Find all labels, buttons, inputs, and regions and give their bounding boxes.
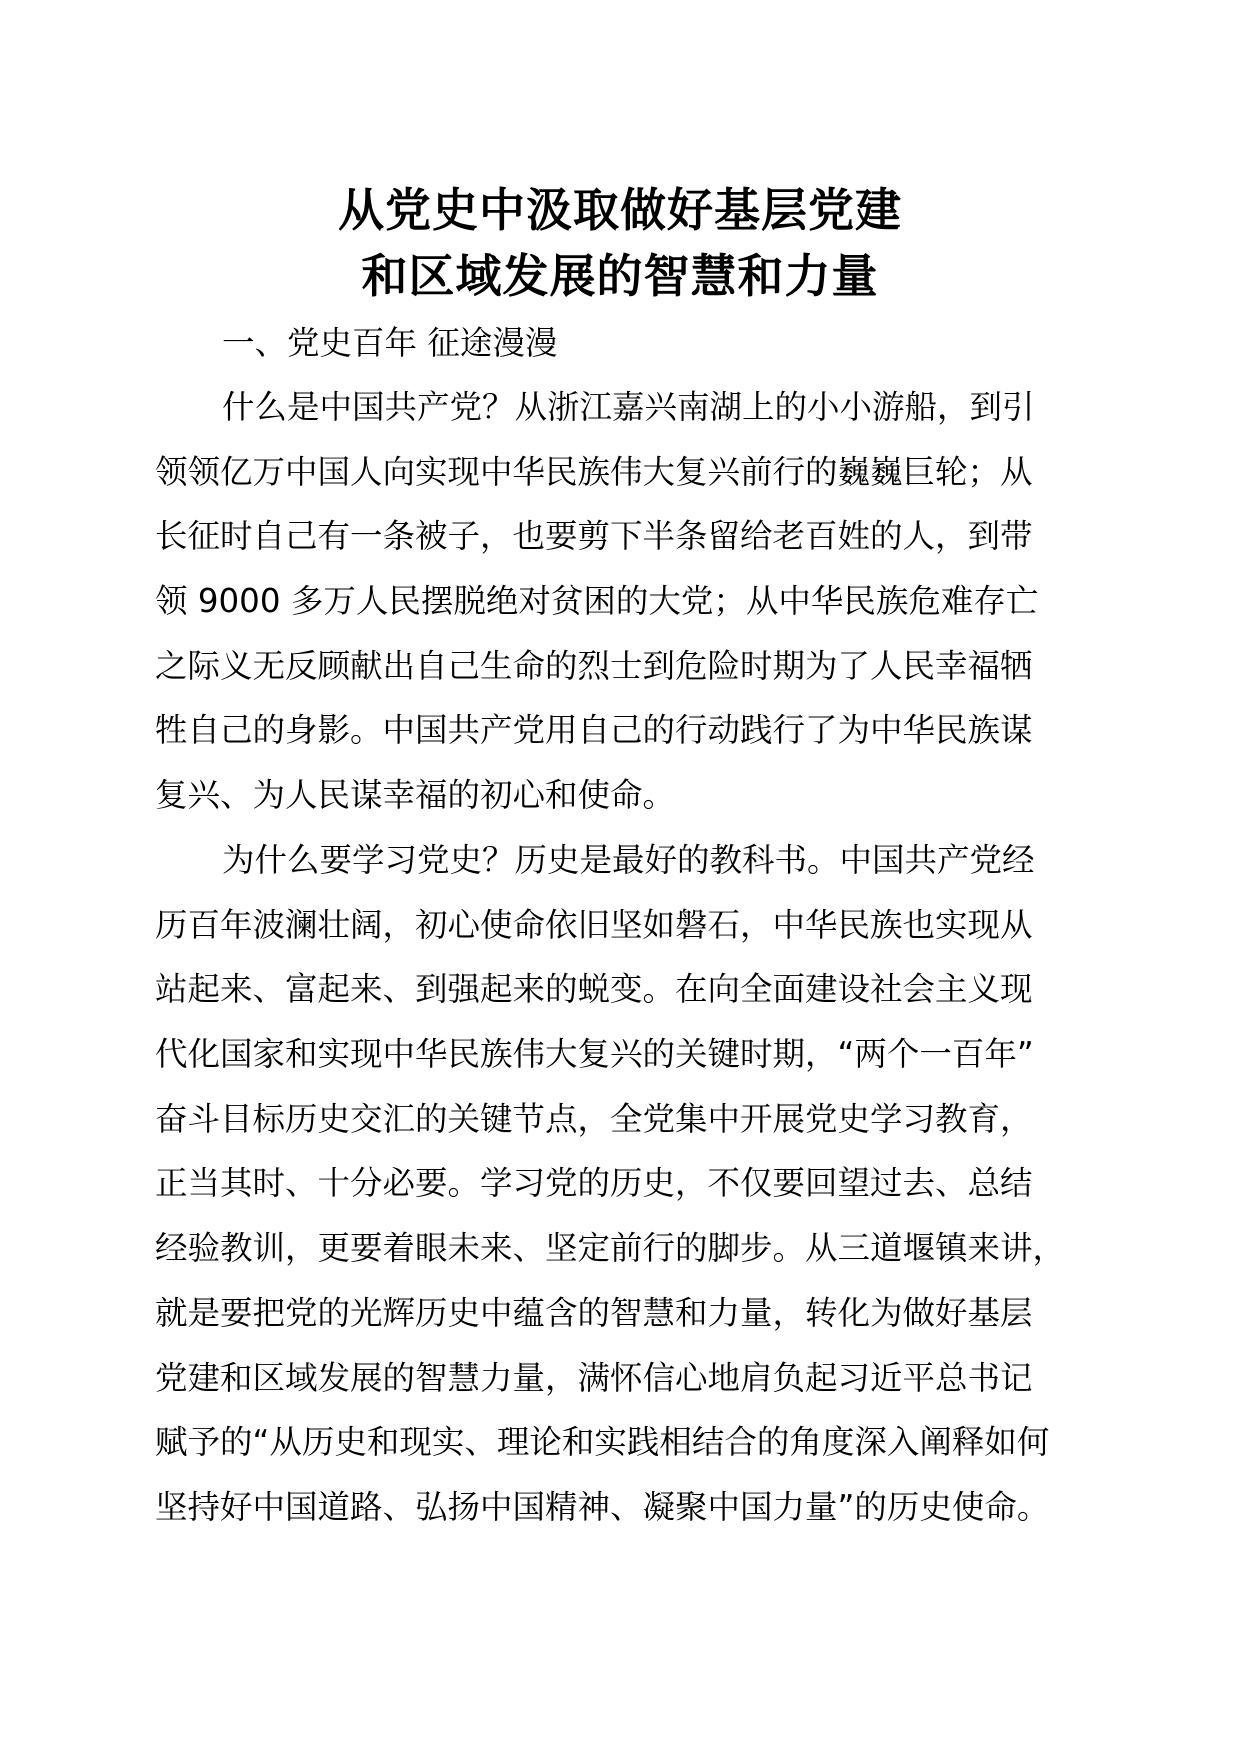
paragraph-line: 站起来、富起来、到强起来的蜕变。在向全面建设社会主义现 (155, 970, 1033, 1009)
paragraph-1 (155, 375, 1085, 828)
paragraph-2 (155, 828, 1085, 1540)
paragraph-line: 党建和区域发展的智慧力量，满怀信心地肩负起习近平总书记 (155, 1358, 1033, 1397)
paragraph-line: 历百年波澜壮阔，初心使命依旧坚如磐石，中华民族也实现从 (155, 905, 1033, 944)
paragraph-line: 坚持好中国道路、弘扬中国精神、凝聚中国力量”的历史使命。 (155, 1487, 1050, 1526)
paragraph-line: 长征时自己有一条被子，也要剪下半条留给老百姓的人，到带 (155, 517, 1033, 556)
paragraph-line: 赋予的“从历史和现实、理论和实践相结合的角度深入阐释如何 (155, 1423, 1050, 1462)
paragraph-line: 代化国家和实现中华民族伟大复兴的关键时期，“两个一百年” (155, 1035, 1034, 1074)
paragraph-line: 为什么要学习党史？历史是最好的教科书。中国共产党经 (222, 841, 1035, 879)
section-heading: 一、党史百年 征途漫漫 (222, 324, 558, 362)
paragraph-line: 之际义无反顾献出自己生命的烈士到危险时期为了人民幸福牺 (155, 646, 1033, 685)
paragraph-line: 领领亿万中国人向实现中华民族伟大复兴前行的巍巍巨轮；从 (155, 452, 1033, 491)
document-title-line-2: 和区域发展的智慧和力量 (361, 249, 879, 303)
paragraph-line: 牲自己的身影。中国共产党用自己的行动践行了为中华民族谋 (155, 711, 1033, 750)
paragraph-line: 经验教训，更要着眼未来、坚定前行的脚步。从三道堰镇来讲， (155, 1229, 1066, 1268)
paragraph-line: 奋斗目标历史交汇的关键节点，全党集中开展党史学习教育， (155, 1099, 1033, 1138)
paragraph-line: 什么是中国共产党？从浙江嘉兴南湖上的小小游船，到引 (222, 388, 1035, 426)
paragraph-line: 复兴、为人民谋幸福的初心和使命。 (155, 776, 676, 815)
paragraph-line: 领 9000 多万人民摆脱绝对贫困的大党；从中华民族危难存亡 (155, 582, 1039, 621)
paragraph-line: 正当其时、十分必要。学习党的历史，不仅要回望过去、总结 (155, 1164, 1033, 1203)
paragraph-line: 就是要把党的光辉历史中蕴含的智慧和力量，转化为做好基层 (155, 1293, 1033, 1332)
document-title-line-1: 从党史中汲取做好基层党建 (338, 183, 902, 237)
